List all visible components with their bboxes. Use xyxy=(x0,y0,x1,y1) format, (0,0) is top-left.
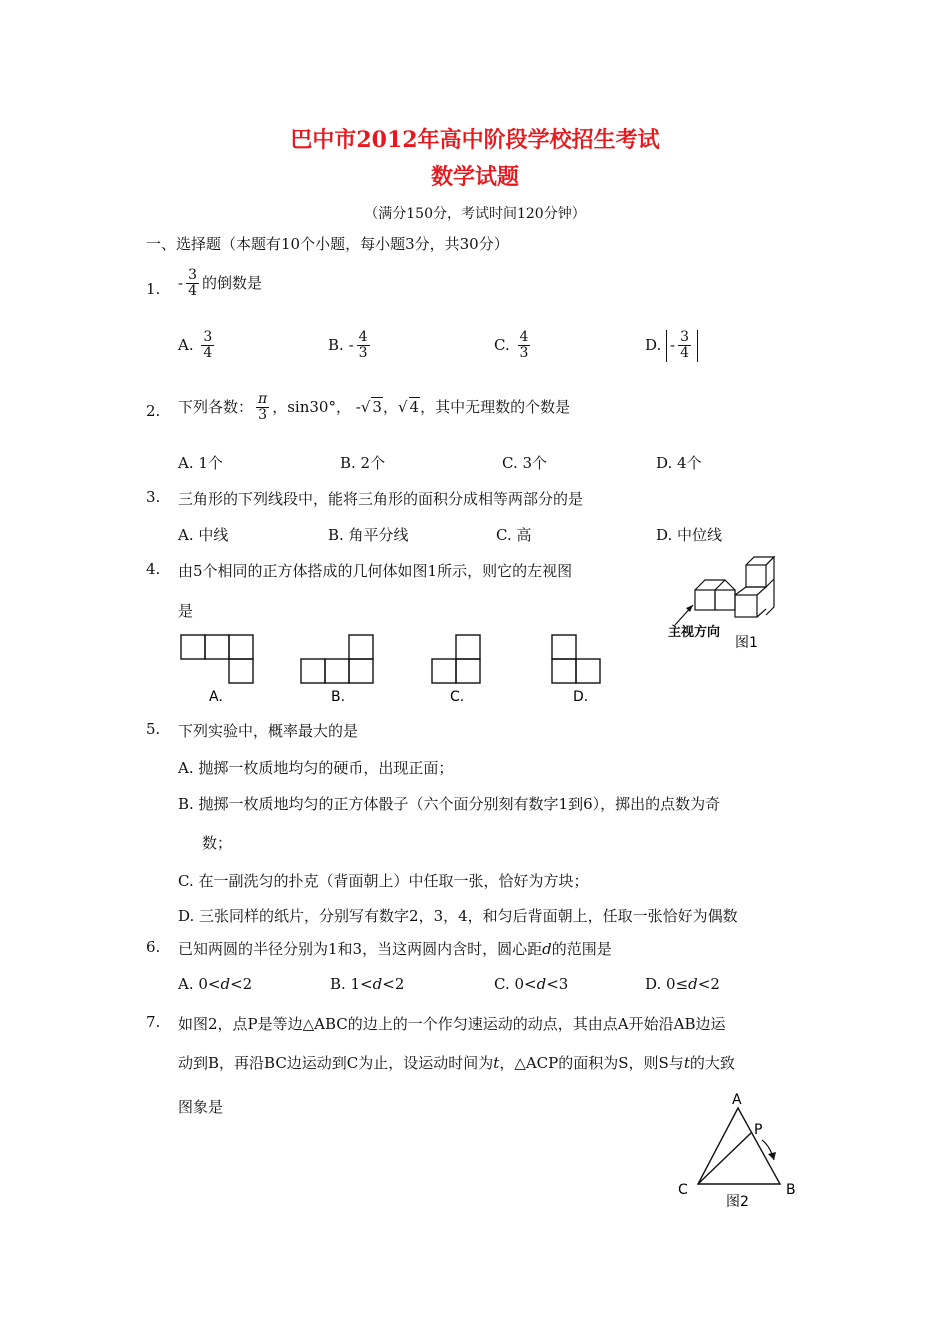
q1-minus: - xyxy=(178,273,184,292)
q2-stem: 下列各数： $\frac{\pi}{3}$ ，sin30°， -√ 3，√ 4，其中无理数的个数是 xyxy=(178,391,571,424)
q4-option-c-figure xyxy=(432,635,480,683)
q5-stem: 下列实验中，概率最大的是 xyxy=(178,722,359,740)
q1-number: 1. xyxy=(146,280,161,298)
point-p-label: P xyxy=(754,1122,763,1138)
q3-option-b[interactable]: B. 角平分线 xyxy=(328,526,409,544)
q5-option-b[interactable]: B. 抛掷一枚质地均匀的正方体骰子（六个面分别刻有数字1到6），掷出的点数为奇 xyxy=(178,795,721,813)
fig2-caption: 图2 xyxy=(726,1194,749,1210)
q3-option-c[interactable]: C. 高 xyxy=(496,526,532,544)
q3-option-d[interactable]: D. 中位线 xyxy=(656,526,723,544)
q4-options-figures xyxy=(175,630,615,705)
q1-option-b[interactable]: B. - $\frac{4}{3}$ xyxy=(328,329,368,362)
q4-stem: 由5个相同的正方体搭成的几何体如图1所示，则它的左视图 xyxy=(178,562,573,580)
figure-1-cubes xyxy=(660,555,780,655)
q5-number: 5. xyxy=(146,720,161,738)
q6-option-c[interactable]: C. 0<d<3 xyxy=(494,975,569,993)
q7-line3: 图象是 xyxy=(178,1098,224,1116)
q2-option-a[interactable]: A. 1个 xyxy=(178,454,223,472)
q5-option-d[interactable]: D. 三张同样的纸片，分别写有数字2，3，4，和匀后背面朝上，任取一张恰好为偶数 xyxy=(178,907,738,925)
q4-option-d[interactable]: D. xyxy=(573,689,589,705)
q4-option-a-figure xyxy=(181,635,253,683)
q6-option-d[interactable]: D. 0≤d<2 xyxy=(645,975,720,993)
point-a-label: A xyxy=(732,1092,742,1108)
q4-number: 4. xyxy=(146,560,161,578)
q1-text: 的倒数是 xyxy=(202,273,263,292)
point-c-label: C xyxy=(678,1182,688,1198)
figure-2-triangle xyxy=(670,1088,810,1213)
cube-top xyxy=(746,565,766,587)
q3-stem: 三角形的下列线段中，能将三角形的面积分成相等两部分的是 xyxy=(178,490,584,508)
q1-stem xyxy=(178,268,262,300)
q2-option-d[interactable]: D. 4个 xyxy=(656,454,702,472)
segment-cp xyxy=(698,1132,752,1184)
cube-front-2 xyxy=(715,590,735,610)
q5-option-c[interactable]: C. 在一副洗匀的扑克（背面朝上）中任取一张，恰好为方块； xyxy=(178,872,589,890)
q5-option-a[interactable]: A. 抛掷一枚质地均匀的硬币，出现正面； xyxy=(178,759,454,777)
exam-info: （满分150分，考试时间120分钟） xyxy=(364,206,586,222)
q3-number: 3. xyxy=(146,488,161,506)
q1-option-d[interactable]: D. - $\frac{3}{4}$ xyxy=(645,330,698,362)
point-b-label: B xyxy=(786,1182,796,1198)
q2-option-c[interactable]: C. 3个 xyxy=(502,454,548,472)
q2-number: 2. xyxy=(146,402,161,420)
q1-fraction: $\frac{3}{4}$ xyxy=(188,267,197,300)
section-heading: 一、选择题（本题有10个小题，每小题3分，共30分） xyxy=(146,235,509,253)
q6-option-a[interactable]: A. 0<d<2 xyxy=(178,975,253,993)
q4-option-b-figure xyxy=(301,635,373,683)
q6-stem: 已知两圆的半径分别为1和3，当这两圆内含时，圆心距d的范围是 xyxy=(178,940,612,958)
q2-option-b[interactable]: B. 2个 xyxy=(340,454,386,472)
q7-number: 7. xyxy=(146,1013,161,1031)
q6-option-b[interactable]: B. 1<d<2 xyxy=(330,975,405,993)
fig1-direction-label: 主视方向 xyxy=(668,625,721,640)
q7-line1: 如图2，点P是等边△ABC的边上的一个作匀速运动的动点，其由点A开始沿AB边运 xyxy=(178,1015,726,1033)
q4-stem-cont: 是 xyxy=(178,602,194,620)
q4-option-b[interactable]: B. xyxy=(331,689,346,705)
cube-front-3 xyxy=(735,595,757,617)
q1-option-c[interactable]: C. $\frac{4}{3}$ xyxy=(494,329,529,362)
q4-option-a[interactable]: A. xyxy=(209,689,223,705)
q5-option-b-cont: 数； xyxy=(202,834,233,852)
q7-line2: 动到B，再沿BC边运动到C为止，设运动时间为t，△ACP的面积为S，则S与t的大致 xyxy=(178,1054,735,1072)
q4-option-c[interactable]: C. xyxy=(450,689,465,705)
cube-front-1 xyxy=(695,590,715,610)
q4-option-d-figure xyxy=(552,635,600,683)
q6-number: 6. xyxy=(146,938,161,956)
q3-option-a[interactable]: A. 中线 xyxy=(178,526,229,544)
q1-option-a[interactable]: A. $\frac{3}{4}$ xyxy=(178,329,213,362)
fig1-caption: 图1 xyxy=(735,635,758,651)
exam-subtitle: 数学试题 xyxy=(430,164,519,190)
exam-title: 巴中市2012年高中阶段学校招生考试 xyxy=(290,127,660,153)
